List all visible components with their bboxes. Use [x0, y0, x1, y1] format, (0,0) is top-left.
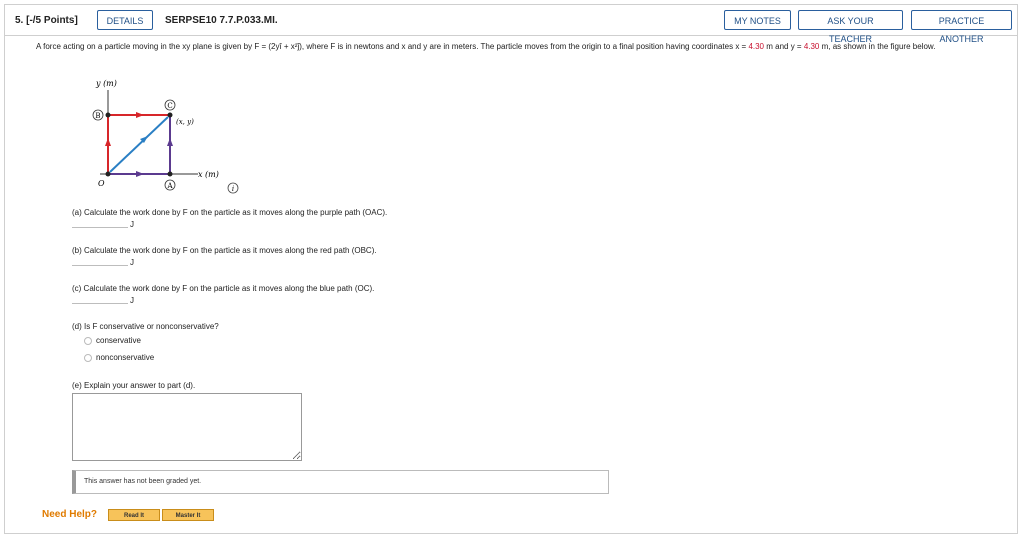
problem-text: m, as shown in the figure below. [819, 42, 936, 51]
part-b-unit: J [130, 258, 134, 267]
part-c-unit: J [130, 296, 134, 305]
red-arrow-up [105, 138, 111, 146]
path-figure [86, 76, 256, 196]
part-a-answer-input[interactable] [72, 217, 128, 228]
x-axis-label: x (m) [198, 170, 219, 179]
details-button[interactable]: DETAILS [97, 10, 153, 30]
question-points: 5. [-/5 Points] [15, 15, 78, 26]
conservative-radio[interactable] [84, 337, 92, 345]
part-c-answer-input[interactable] [72, 293, 128, 304]
problem-text: A force acting on a particle moving in the xy plane is given by [36, 42, 255, 51]
ask-your-teacher-button[interactable]: ASK YOUR TEACHER [798, 10, 903, 30]
red-arrow-right [136, 112, 144, 118]
part-a-unit: J [130, 220, 134, 229]
y-axis-label: y (m) [96, 79, 117, 88]
problem-statement [36, 41, 1006, 53]
nonconservative-option-label[interactable]: nonconservative [96, 353, 155, 362]
vertex-a [168, 172, 173, 177]
read-it-button[interactable]: Read It [108, 509, 160, 521]
part-e-question: (e) Explain your answer to part (d). [72, 381, 196, 390]
vertex-o [106, 172, 111, 177]
purple-arrow-up [167, 138, 173, 146]
problem-text: m and y = [764, 42, 804, 51]
x-value: 4.30 [748, 42, 765, 51]
part-e-explanation-textarea[interactable] [72, 393, 302, 461]
origin-label: O [98, 179, 105, 188]
marker-c-label: C [167, 102, 173, 110]
question-header [5, 5, 1017, 44]
problem-code: SERPSE10 7.7.P.033.MI. [165, 15, 278, 26]
part-a-question: (a) Calculate the work done by F on the particle as it moves along the purple path (OAC). [72, 208, 388, 217]
marker-b-label: B [95, 112, 101, 120]
my-notes-button[interactable]: MY NOTES [724, 10, 791, 30]
practice-another-button[interactable]: PRACTICE ANOTHER [911, 10, 1012, 30]
part-d-question: (d) Is F conservative or nonconservative? [72, 322, 219, 331]
blue-path [110, 117, 168, 172]
vertex-b [106, 113, 111, 118]
problem-text: , where F is in newtons and x and y are in meters. The particle moves from the origin to a final position having coordinates x = [301, 42, 749, 51]
nonconservative-radio[interactable] [84, 354, 92, 362]
info-icon-glyph: i [231, 185, 235, 193]
marker-a-label: A [167, 182, 173, 190]
conservative-option-label[interactable]: conservative [96, 336, 141, 345]
purple-arrow-right [136, 171, 144, 177]
master-it-button[interactable]: Master It [162, 509, 214, 521]
graded-notice: This answer has not been graded yet. [72, 470, 609, 494]
part-c-question: (c) Calculate the work done by F on the particle as it moves along the blue path (OC). [72, 284, 375, 293]
vertex-c [168, 113, 173, 118]
part-b-question: (b) Calculate the work done by F on the particle as it moves along the red path (OBC). [72, 246, 377, 255]
y-value: 4.30 [803, 42, 820, 51]
part-b-answer-input[interactable] [72, 255, 128, 266]
force-expression: F = (2yî + x²ĵ) [254, 42, 302, 51]
need-help-label: Need Help? [42, 509, 98, 520]
point-label: (x, y) [176, 118, 194, 126]
